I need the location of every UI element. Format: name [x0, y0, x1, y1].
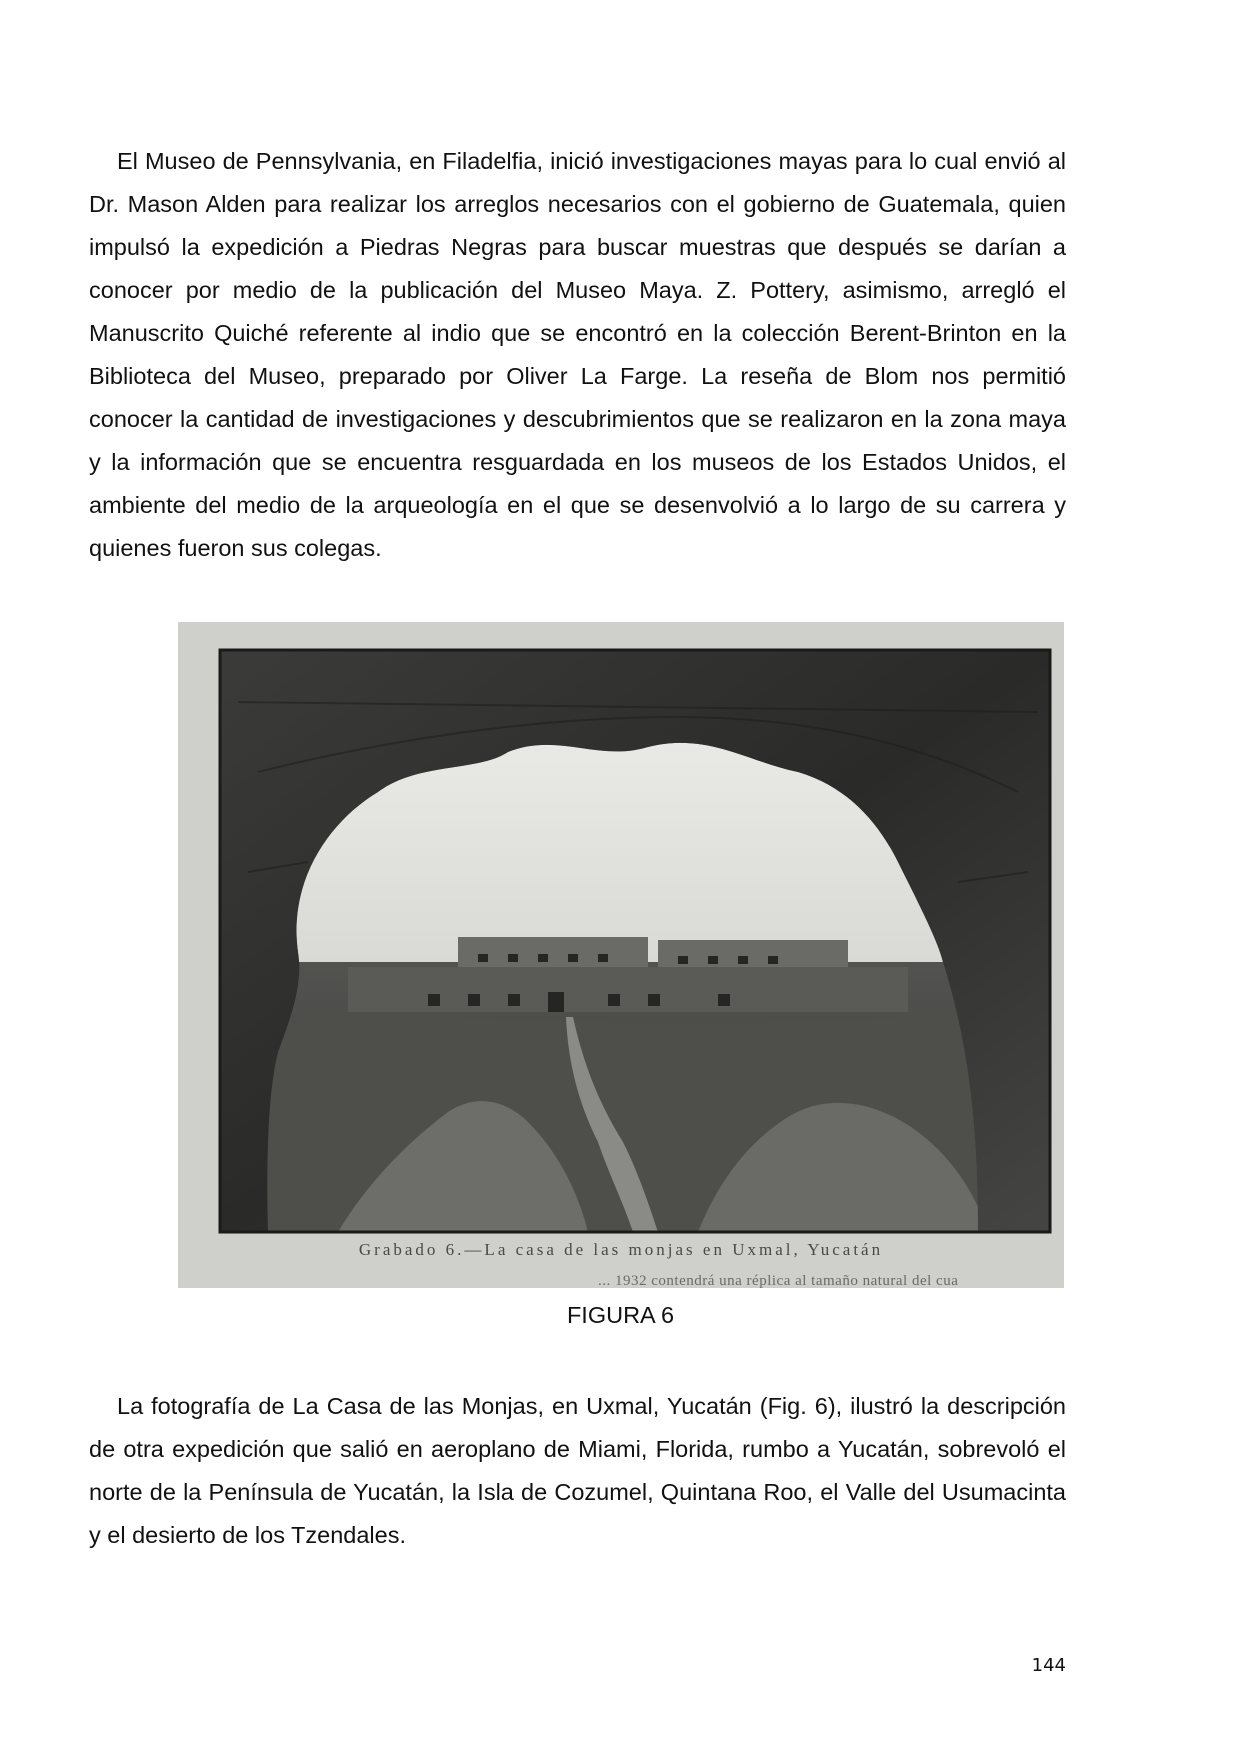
- uxmal-photograph: [178, 622, 1064, 1288]
- body-paragraph-2: La fotografía de La Casa de las Monjas, en Uxmal, Yucatán (Fig. 6), ilustró la descripción de otra expedición que salió en aeroplano de Miami, Florida, rumbo a Yucatán, sobrevoló el norte de la Península de Yucatán, la Isla de Cozumel, Quintana Roo, el Valle del Usumacinta y el desierto de los Tzendales.: [89, 1393, 1066, 1548]
- page-number: 144: [1031, 1655, 1066, 1676]
- body-paragraph-1: El Museo de Pennsylvania, en Filadelfia, inició investigaciones mayas para lo cual envió al Dr. Mason Alden para realizar los arreglos necesarios con el gobierno de Guatemala, quien impulsó la expedición a Piedras Negras para buscar muestras que después se darían a conocer por medio de la publicación del Museo Maya. Z. Pottery, asimismo, arregló el Manuscrito Quiché referente al indio que se encontró en la colección Berent-Brinton en la Biblioteca del Museo, preparado por Oliver La Farge. La reseña de Blom nos permitió conocer la cantidad de investigaciones y descubrimientos que se realizaron en la zona maya y la información que se encuentra resguardada en los museos de los Estados Unidos, el ambiente del medio de la arqueología en el que se desenvolvió a lo largo de su carrera y quienes fueron sus colegas.: [89, 148, 1066, 561]
- engraving-caption: Grabado 6.—La casa de las monjas en Uxmal, Yucatán: [358, 1240, 884, 1259]
- photo-figure-casa-de-las-monjas: [178, 622, 1064, 1288]
- cut-off-caption-text: ... 1932 contendrá una réplica al tamaño natural del cua: [598, 1273, 959, 1288]
- figure-label: FIGURA 6: [566, 1302, 675, 1328]
